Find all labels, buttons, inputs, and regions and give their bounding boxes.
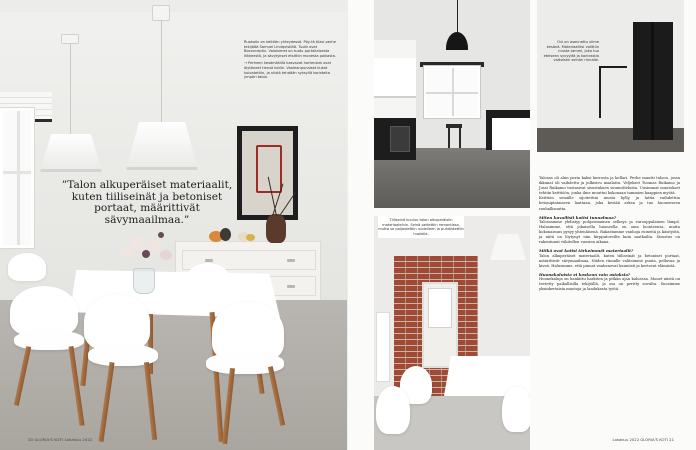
white-chair (376, 386, 410, 434)
interview-answer: Huonekaluja on hankittu harkiten ja pitkän ajan kuluessa. Monet niistä on teetetty paikallisilla tekijöillä, ja osa on peritty suvulta. Suosimme yksinkertaisia muotoja ja laadukasta työtä. (539, 277, 680, 292)
glass-door (422, 282, 458, 368)
stair-railing (599, 66, 627, 118)
chair-front-center (84, 294, 150, 350)
white-chair (502, 386, 530, 432)
ceiling (0, 0, 348, 12)
interview-question: Mitkä ovat kotisi tärkeimmät materiaalit? (539, 248, 634, 254)
kitchen-window (424, 66, 480, 118)
interview-answer: Talossamme yhdistyy pohjoismainen selkeys ja eurooppalainen lämpö. Halusimme, että jokaisella huoneella on oma luonteensa, mutta kokonaisuus pysyy yhtenäisenä. Rakastamme vanhoja esineitä ja käsityötä, ja niitä on löytynyt niin kirpputoreilta kuin matkoilta. Sisustus on rakentunut vähitellen vuosien aikana. (539, 219, 680, 245)
interview-answer: Talon alkuperäiset materiaalit, kuten tiiliseinät ja betoniset portaat, määrittivät sävymaailmaa. Niiden rinnalle valitsimme puuta, pellavaa ja kiveä. Halusimme, että pinnat vanhenevat kauniisti ja kertovat elämästä. (539, 253, 680, 268)
page-footer-left: 20 GLORIA'S KOTI Lokakuu 2022 (28, 437, 93, 442)
body-paragraph: Talossa oli alun perin kaksi kerrosta ja kellari. Perhe muutti taloon, jossa ikkunat oli vaihdettu ja julkisivu maalattu. Veljekset Tuomas Ruikamo ja Jussi Ruikamo vastasivat sisustuksen suunnittelusta. Uusimmat muutokset tehtiin keittiöön, jonka ilme muuttui kokonaan tummien kaappien myötä. (539, 176, 680, 196)
hallway-caption: Ovi on asennettu viime kesänä. Materiaaliksi valittiin musta tammi, joka tuo eteiseen syvyyttä ja kontrastia valkoisen seinän rinnalle. (543, 40, 599, 63)
dining-caption (244, 40, 336, 80)
brick-dining-photo (374, 216, 530, 450)
chair-front-left (10, 286, 78, 336)
pendant-lamp (490, 234, 526, 260)
body-paragraph: Keittiön seinälle sijoitettiin musta hylly, ja lattia vaihdettiin betonipintaiseen laattaan, joka kestää arkea ja tuo huoneeseen rauhallisuutta. (539, 196, 680, 211)
ceramic-vase (266, 214, 286, 243)
kitchen-photo (374, 0, 530, 208)
page-footer-right: Lokakuu 2022 GLORIA'S KOTI 21 (612, 437, 674, 442)
pumpkin-dark (220, 228, 231, 241)
glass-vase (133, 268, 155, 294)
article-body (539, 176, 680, 292)
lamp-cord-left (70, 44, 71, 136)
right-page (349, 0, 696, 450)
chair-back-1 (8, 253, 46, 281)
black-pendant-lamp (446, 32, 468, 50)
pull-quote: ”Talon alkuperäiset materiaalit, kuten tiiliseinät ja betoniset portaat, määrittivät sävymaailmaa.” (61, 179, 233, 226)
lamp-canopy-right (152, 5, 170, 21)
caption-paragraph: Ruokailu on keittiön yhteydessä. Pöy-tä tilasi perhe tekijältä Samuel Lindqvistiltä. Tuolit ovat Boconceptin. Valaisimet on tuotu pariisilaisesta liikkeestä, ja sävytykset etsittiin monesta paikasta. (244, 40, 337, 58)
framed-artwork (237, 126, 298, 220)
hallway-photo (537, 0, 684, 152)
interview-question: Huonekaluista ei koskaan vain ostoksia? (539, 271, 631, 277)
caption-paragraph: → Perheen kesämökillä kasvavat hortensiat ovat löytäneet tiensä kotiin. Vaaleanpunaiset kukat kuivatettiin, ja niistä tehdään syksyllä koristeita ympäri taloa. (244, 61, 332, 80)
pumpkin-yellow (246, 234, 255, 241)
brick-caption: Tiiliseinä kuuluu talon alkuperäisiin materiaaleihin. Seinä peitettiin remontissa, mutta se paljastettiin uudelleen ja puhdistettiin huolella. (378, 216, 464, 238)
dining-window (0, 108, 34, 248)
lamp-canopy-left (61, 34, 79, 44)
white-shelf (376, 312, 390, 382)
black-door (633, 22, 673, 140)
interview-question: Miten kuvailisit kotisi tunnelmaa? (539, 214, 617, 220)
lamp-cord-right (161, 20, 162, 124)
stove (390, 126, 410, 152)
